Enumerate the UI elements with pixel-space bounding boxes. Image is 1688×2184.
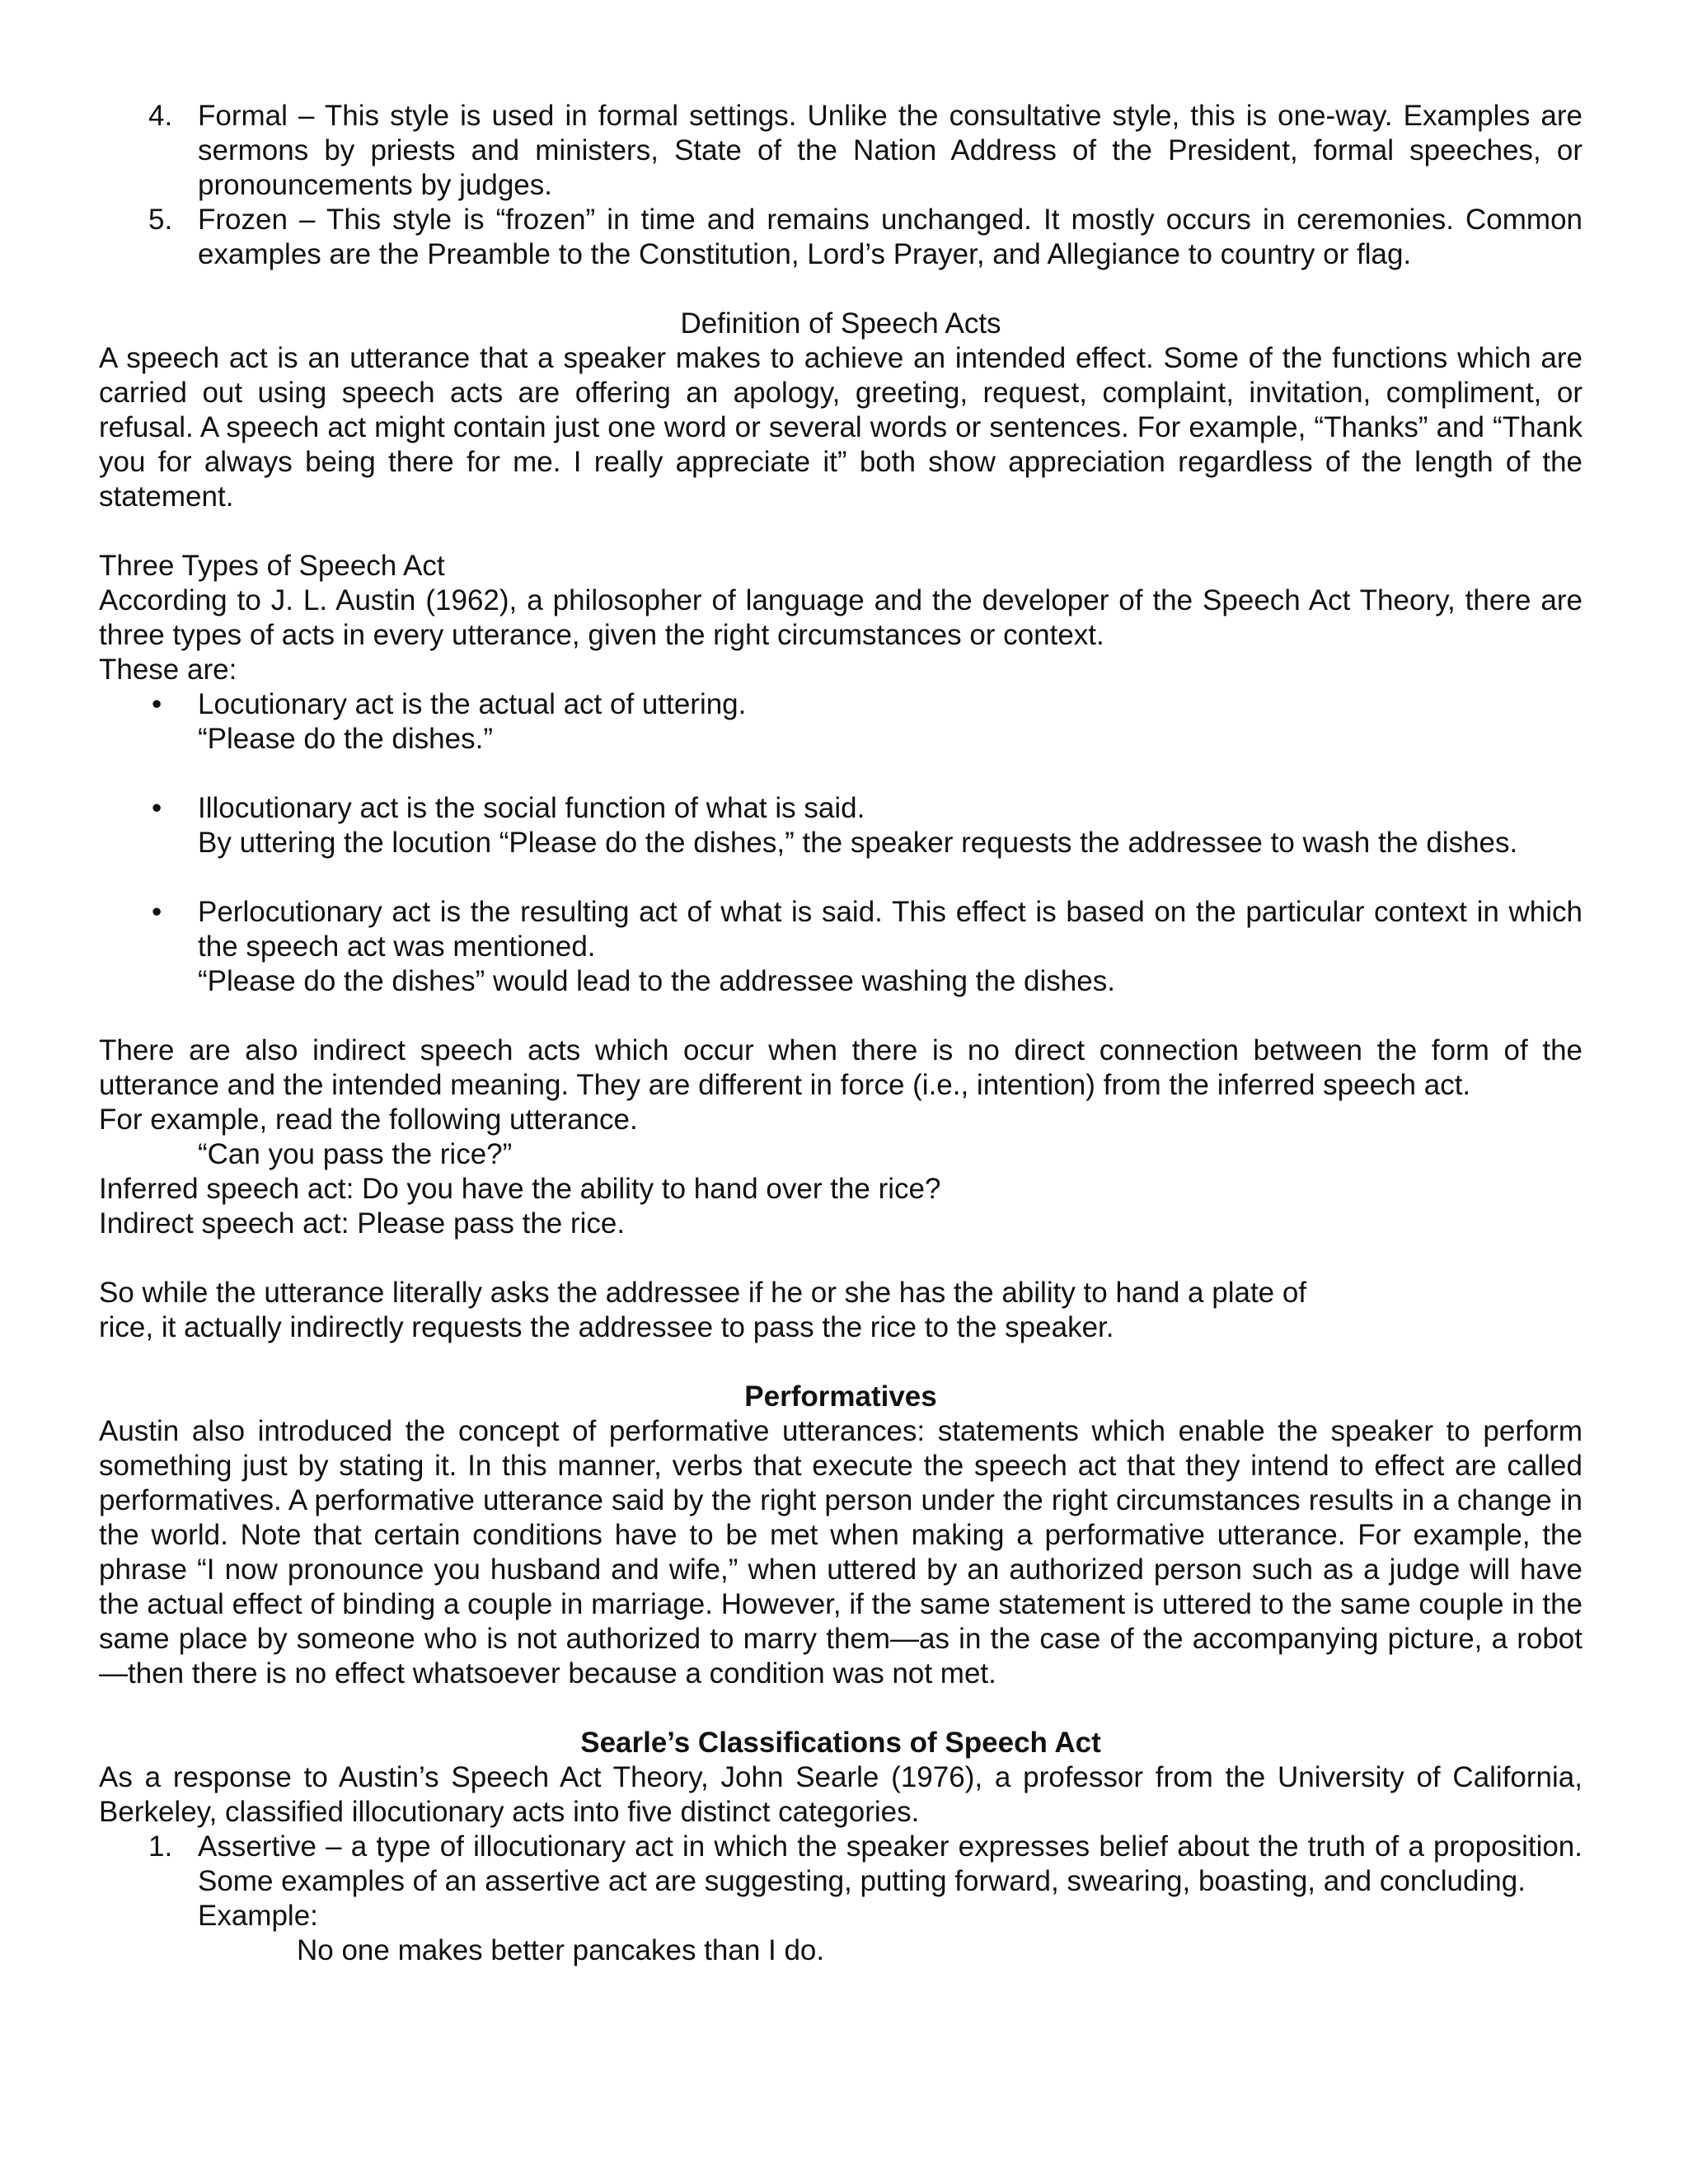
bullet-icon: •: [152, 896, 162, 928]
bullet-illocutionary: [99, 791, 1582, 860]
bullet-example: “Please do the dishes” would lead to the addressee washing the dishes.: [198, 965, 1115, 997]
types-heading: Three Types of Speech Act: [99, 550, 445, 582]
indirect-conclusion-line: So while the utterance literally asks the addressee if he or she has the ability to hand a plate of: [99, 1277, 1307, 1309]
indirect-example-quote: “Can you pass the rice?”: [198, 1138, 513, 1170]
list-number: 1.: [148, 1830, 173, 1863]
bullet-icon: •: [152, 792, 162, 824]
example-sentence: No one makes better pancakes than I do.: [297, 1934, 825, 1966]
bullet-text: Locutionary act is the actual act of uttering.: [198, 688, 747, 720]
inferred-speech-act: Inferred speech act: Do you have the ability to hand over the rice?: [99, 1173, 941, 1205]
bullet-icon: •: [152, 688, 162, 720]
list-item-text: Formal – This style is used in formal settings. Unlike the consultative style, this is one-way. Examples are sermons by priests and ministers, State of the Nation Address of the President, formal speeches, or pronouncements by judges.: [198, 100, 1582, 201]
searle-heading: Searle’s Classifications of Speech Act: [580, 1727, 1101, 1759]
indirect-conclusion-line: rice, it actually indirectly requests the addressee to pass the rice to the speaker.: [99, 1311, 1114, 1343]
definition-heading: Definition of Speech Acts: [680, 307, 1001, 340]
bullet-example: “Please do the dishes.”: [198, 723, 493, 755]
performatives-heading: Performatives: [744, 1380, 937, 1413]
indirect-speech-act: Indirect speech act: Please pass the rice.: [99, 1207, 626, 1240]
types-intro: According to J. L. Austin (1962), a philosopher of language and the developer of the Speech Act Theory, there are three types of acts in every utterance, given the right circumstances or context.: [99, 584, 1582, 651]
bullet-text: Illocutionary act is the social function of what is said.: [198, 792, 865, 824]
list-item-text: Assertive – a type of illocutionary act in which the speaker expresses belief about the truth of a proposition. Some examples of an assertive act are suggesting, putting forward, swearing, boasting, and concluding.: [198, 1830, 1582, 1897]
types-lead: These are:: [99, 654, 237, 686]
list-item-assertive: [99, 1830, 1582, 1933]
bullet-perlocutionary: [99, 895, 1582, 999]
list-item-frozen: [99, 203, 1582, 272]
example-label: Example:: [198, 1900, 318, 1932]
bullet-text: Perlocutionary act is the resulting act of what is said. This effect is based on the particular context in which the speech act was mentioned.: [198, 896, 1582, 963]
list-number: 5.: [148, 204, 173, 236]
indirect-paragraph: There are also indirect speech acts which occur when there is no direct connection between the form of the utterance and the intended meaning. They are different in force (i.e., intention) from the inferred speech act.: [99, 1034, 1582, 1101]
indirect-example-lead: For example, read the following utterance.: [99, 1104, 638, 1136]
bullet-locutionary: [99, 687, 1582, 757]
list-item-formal: [99, 99, 1582, 203]
performatives-paragraph: Austin also introduced the concept of performative utterances: statements which enable the speaker to perform something just by stating it. In this manner, verbs that execute the speech act that they intend to effect are called performatives. A performative utterance said by the right person under the right circumstances results in a change in the world. Note that certain conditions have to be met when making a performative utterance. For example, the phrase “I now pronounce you husband and wife,” when uttered by an authorized person such as a judge will have the actual effect of binding a couple in marriage. However, if the same statement is uttered to the same couple in the same place by someone who is not authorized to marry them—as in the case of the accompanying picture, a robot—then there is no effect whatsoever because a condition was not met.: [99, 1415, 1582, 1690]
document-page: [99, 99, 1582, 1968]
bullet-example: By uttering the locution “Please do the dishes,” the speaker requests the addressee to wash the dishes.: [198, 827, 1518, 859]
list-number: 4.: [148, 100, 173, 132]
list-item-text: Frozen – This style is “frozen” in time and remains unchanged. It mostly occurs in ceremonies. Common examples are the Preamble to the Constitution, Lord’s Prayer, and Allegiance to country or flag.: [198, 204, 1582, 270]
searle-intro: As a response to Austin’s Speech Act Theory, John Searle (1976), a professor from the University of California, Berkeley, classified illocutionary acts into five distinct categories.: [99, 1761, 1582, 1828]
definition-paragraph: A speech act is an utterance that a speaker makes to achieve an intended effect. Some of the functions which are carried out using speech acts are offering an apology, greeting, request, complaint, invitation, compliment, or refusal. A speech act might contain just one word or several words or sentences. For example, “Thanks” and “Thank you for always being there for me. I really appreciate it” both show appreciation regardless of the length of the statement.: [99, 342, 1582, 513]
